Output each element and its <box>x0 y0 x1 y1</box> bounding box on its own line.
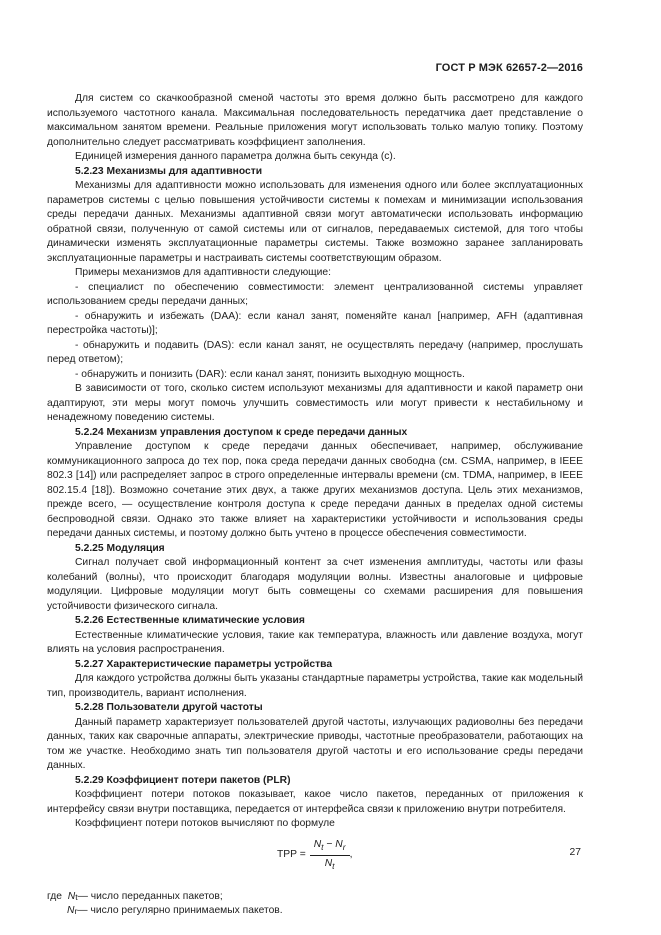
section-heading: 5.2.27 Характеристические параметры устройства <box>75 658 333 670</box>
where-text: — число регулярно принимаемых пакетов. <box>77 905 283 916</box>
paragraph: Сигнал получает свой информационный контент за счет изменения амплитуды, частоты или фазы колебаний (волны), что происходит благодаря модуляции волны. Известны аналоговые и цифровые модуляции. Цифровые модуляции могут быть совмещены со схемами расширения для повышения устойчивости физического сигнала. <box>47 557 583 612</box>
list-item: - обнаружить и избежать (DAA): если канал занят, поменяйте канал [например, AFH (адаптивная перестройка частоты)]; <box>47 310 583 336</box>
where-row <box>47 890 583 905</box>
formula-sub: t <box>332 861 335 872</box>
section-heading: 5.2.26 Естественные климатические условия <box>75 615 305 626</box>
paragraph: Механизмы для адаптивности можно использовать для изменения одного или более эксплуатационных параметров системы с целью повышения устойчивости системы к помехам и минимизации использования среды передачи данных. Механизмы адаптивной связи могут автоматически использовать информацию обратной связи, полученную от самой системы или от сигналов, передаваемых системой, для того чтобы динамически изменять эксплуатационные параметры системы. Также возможно заранее запланировать эксплуатационные параметры и настраивать системы соответствующим образом. <box>47 180 583 264</box>
paragraph: Коэффициент потери потоков показывает, какое число пакетов, переданных от приложения к интерфейсу связи внутри поставщика, передается от интерфейса связи к приложению внутри потребителя. <box>47 789 583 815</box>
document-body <box>47 92 583 919</box>
formula-var: N <box>324 858 333 870</box>
standard-header: ГОСТ Р МЭК 62657-2—2016 <box>435 62 583 74</box>
where-sub: r <box>74 906 78 916</box>
paragraph: Данный параметр характеризует пользователей другой частоты, излучающих радиоволны без передачи данных, таких как сварочные аппараты, электрические приводы, частотные преобразователи, работающих на том же участке. Необходимо знать тип пользователя другой частоты и его использование среды передачи данных. <box>47 716 583 771</box>
list-item: - специалист по обеспечению совместимости: элемент централизованной системы управляет использованием среды передачи данных; <box>47 281 583 307</box>
formula-var: N <box>335 838 343 850</box>
formula-numerator <box>310 838 350 857</box>
formula <box>47 836 583 880</box>
where-block <box>47 890 583 919</box>
list-item: - обнаружить и понизить (DAR): если канал занят, понизить выходную мощность. <box>75 368 465 380</box>
paragraph: Примеры механизмов для адаптивности следующие: <box>75 267 331 278</box>
where-sub: t <box>75 891 78 902</box>
paragraph: Для каждого устройства должны быть указаны стандартные параметры устройства, такие как модельный тип, производитель, вариант исполнения. <box>47 673 583 699</box>
where-label: где <box>47 890 63 902</box>
where-var: N <box>67 890 76 902</box>
formula-trail: , <box>349 849 353 861</box>
formula-fraction <box>310 838 350 874</box>
where-row <box>47 904 583 919</box>
paragraph: Естественные климатические условия, такие как температура, влажность или давление воздуха, могут влиять на условия распространения. <box>47 629 583 655</box>
paragraph: В зависимости от того, сколько систем используют механизмы для адаптивности и какой параметр они адаптируют, эти меры могут помочь улучшить совместимость или могут привести к нестабильному и ненадежному поведению системы. <box>47 383 583 423</box>
formula-minus: − <box>323 838 336 850</box>
paragraph: Единицей измерения данного параметра должна быть секунда (с). <box>75 151 396 162</box>
formula-lhs: TPP = <box>277 849 306 861</box>
formula-var: N <box>313 838 322 850</box>
paragraph: Коэффициент потери потоков вычисляют по формуле <box>75 818 335 829</box>
section-heading: 5.2.28 Пользователи другой частоты <box>75 702 263 713</box>
section-heading: 5.2.25 Модуляция <box>75 542 165 554</box>
formula-sub: r <box>342 841 346 852</box>
where-var: N <box>67 905 75 916</box>
section-heading: 5.2.29 Коэффициент потери пакетов (PLR) <box>75 774 291 786</box>
formula-denominator <box>325 856 335 874</box>
paragraph: Управление доступом к среде передачи данных обеспечивает, например, обслуживание коммуникационного запроса до тех пор, пока среда передачи данных свободна (см. CSMA, например, в IEEE 802.3 [14]) или распределяет запрос в строго определенные интервалы времени (см. TDMA, например, в IEEE 802.15.4 [18]). Возможно сочетание этих двух, а также других механизмов доступа. Цель этих механизмов, прежде всего, — осуществление контроля доступа к среде передачи данных в пределах одной системы беспроводной связи. Однако это также влияет на характеристики устойчивости и использования среды передачи данных системы, и поэтому должно быть учтено в процессе обеспечения совместимости. <box>47 441 583 539</box>
where-text: — число переданных пакетов; <box>77 890 223 902</box>
formula-sub: t <box>321 841 324 852</box>
section-heading: 5.2.23 Механизмы для адаптивности <box>75 165 263 177</box>
paragraph: Для систем со скачкообразной сменой частоты это время должно быть рассмотрено для каждого используемого частотного канала. Максимальная последовательность передатчика дает представление о максимальном занятом времени. Реальные приложения могут использовать только малую топику. Поэтому дополнительно следует рассматривать коэффициент заполнения. <box>47 93 583 148</box>
section-heading: 5.2.24 Механизм управления доступом к среде передачи данных <box>75 426 408 438</box>
list-item: - обнаружить и подавить (DAS): если канал занят, не осуществлять передачу (например, прослушать перед ответом); <box>47 339 583 365</box>
page-number: 27 <box>569 847 581 858</box>
